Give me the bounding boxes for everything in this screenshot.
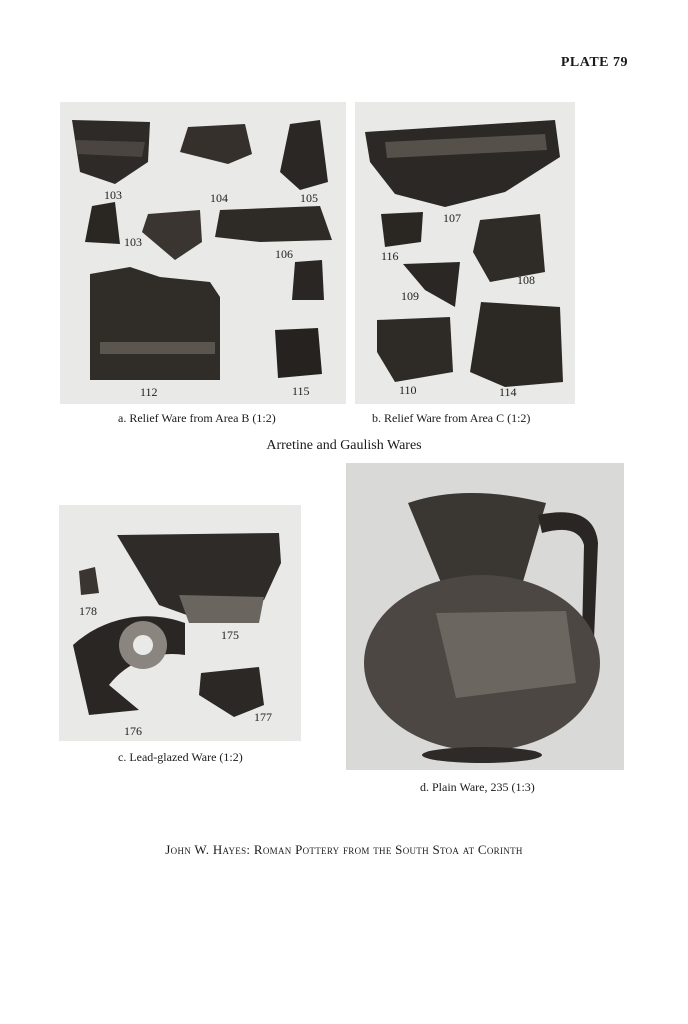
caption-d: d. Plain Ware, 235 (1:3) [420,780,535,794]
group-title: Arretine and Gaulish Wares [266,438,422,453]
jug-base [422,747,542,763]
sherd-178 [79,567,99,595]
plate-number: PLATE 79 [560,55,628,70]
label-104: 104 [210,191,228,205]
sherd-107 [365,120,560,207]
caption-b: b. Relief Ware from Area C (1:2) [372,411,531,425]
label-103-b: 103 [124,235,142,249]
label-176: 176 [124,724,142,738]
jug-repair [436,611,576,698]
label-110: 110 [399,383,417,397]
photo-plain-ware-jug [346,463,624,770]
label-178: 178 [79,604,97,618]
sherd-114 [470,302,563,387]
photo-a-image [60,102,346,404]
sherd-106 [215,206,332,242]
label-105: 105 [300,191,318,205]
photo-lead-glazed-ware [59,505,301,741]
jug-neck [408,493,546,585]
photo-relief-ware-area-b [60,102,346,404]
sherd-110 [377,317,453,382]
label-109: 109 [401,289,419,303]
sherd-103b [85,202,120,244]
caption-c: c. Lead-glazed Ware (1:2) [118,750,243,764]
sherd-175-band [179,595,264,623]
running-title: John W. Hayes: Roman Pottery from the South Stoa at Corinth [165,842,523,857]
sherd-116 [381,212,423,247]
label-107: 107 [443,211,461,225]
label-108: 108 [517,273,535,287]
photo-b-image [355,102,575,404]
sherd-108 [473,214,545,282]
sherd-115 [275,328,322,378]
photo-c-image [59,505,301,741]
caption-a: a. Relief Ware from Area B (1:2) [118,411,276,425]
label-115: 115 [292,384,310,398]
label-116: 116 [381,249,399,263]
sherd-104 [180,124,252,164]
photo-d-image [346,463,624,770]
label-103: 103 [104,188,122,202]
label-106: 106 [275,247,293,261]
sherd-176-hole [133,635,153,655]
sherd-112-band [100,342,215,354]
sherd-111 [292,260,324,300]
label-112: 112 [140,385,158,399]
sherd-112 [90,267,220,380]
label-114: 114 [499,385,517,399]
photo-relief-ware-area-c [355,102,575,404]
label-177: 177 [254,710,272,724]
sherd-105 [280,120,328,190]
sherd-103c [142,210,202,260]
label-175: 175 [221,628,239,642]
